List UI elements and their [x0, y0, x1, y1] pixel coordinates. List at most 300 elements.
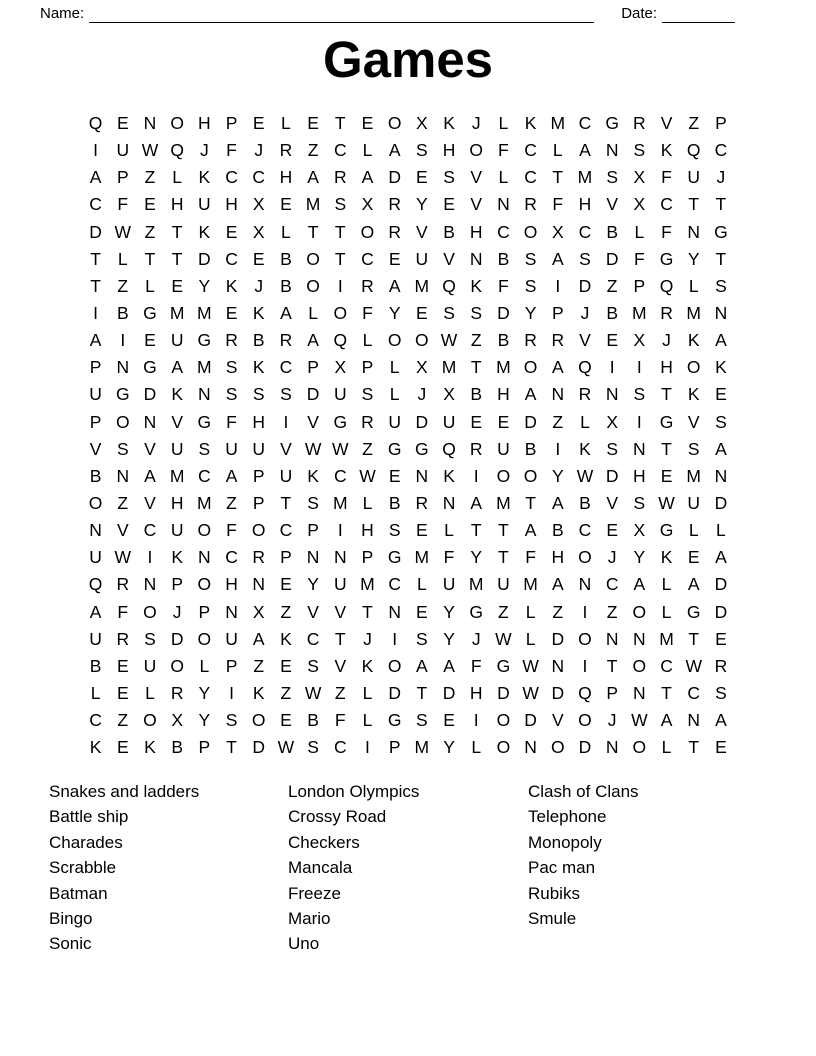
grid-letter-r7c20: Z	[606, 275, 618, 296]
grid-letter-r23c21: W	[631, 710, 648, 731]
grid-letter-r8c18: P	[551, 303, 564, 324]
grid-letter-r23c6: S	[225, 710, 238, 731]
grid-letter-r13c19: K	[579, 438, 591, 459]
grid-letter-r22c7: K	[252, 683, 265, 704]
grid-letter-r14c6: A	[225, 465, 238, 486]
grid-letter-r8c22: R	[660, 303, 673, 324]
grid-letter-r14c8: U	[279, 465, 293, 486]
grid-letter-r1c7: E	[252, 113, 265, 134]
grid-letter-r22c9: W	[304, 683, 322, 704]
grid-letter-r9c19: V	[579, 330, 591, 351]
grid-letter-r9c9: A	[307, 330, 319, 351]
grid-letter-r5c15: H	[469, 221, 483, 242]
grid-letter-r16c15: T	[470, 520, 482, 541]
grid-letter-r20c19: O	[578, 628, 592, 649]
grid-letter-r7c1: T	[90, 275, 101, 296]
grid-letter-r17c2: W	[114, 547, 132, 568]
grid-letter-r22c1: L	[90, 683, 101, 704]
grid-letter-r16c23: L	[688, 520, 699, 541]
grid-letter-r4c11: X	[361, 194, 374, 215]
grid-letter-r22c13: T	[416, 683, 428, 704]
grid-letter-r10c5: M	[197, 357, 212, 378]
grid-letter-r12c11: R	[361, 411, 374, 432]
grid-letter-r24c1: K	[89, 737, 102, 758]
grid-letter-r16c10: I	[337, 520, 343, 541]
grid-letter-r19c5: P	[198, 601, 211, 622]
grid-letter-r18c1: Q	[88, 574, 103, 595]
grid-letter-r22c8: Z	[280, 683, 292, 704]
grid-letter-r17c12: G	[387, 547, 402, 568]
grid-letter-r20c9: C	[306, 628, 320, 649]
grid-letter-r12c4: V	[171, 411, 183, 432]
grid-letter-r19c11: T	[362, 601, 373, 622]
grid-letter-r9c1: A	[89, 330, 102, 351]
grid-letter-r11c14: X	[443, 384, 455, 405]
grid-letter-r21c4: O	[170, 655, 184, 676]
grid-letter-r17c17: F	[525, 547, 536, 568]
grid-letter-r16c7: O	[251, 520, 266, 541]
grid-letter-r2c3: W	[141, 140, 159, 161]
grid-letter-r23c1: C	[89, 710, 102, 731]
grid-letter-r12c17: D	[524, 411, 537, 432]
grid-letter-r10c7: K	[252, 357, 265, 378]
grid-letter-r16c19: C	[578, 520, 592, 541]
word-item: Bingo	[49, 909, 93, 929]
grid-letter-r8c20: B	[606, 303, 618, 324]
grid-letter-r15c11: L	[362, 493, 373, 514]
grid-letter-r19c3: O	[143, 601, 157, 622]
grid-letter-r24c24: E	[715, 737, 727, 758]
grid-letter-r9c6: R	[225, 330, 238, 351]
grid-letter-r3c6: C	[225, 167, 238, 188]
grid-letter-r18c14: U	[442, 574, 456, 595]
grid-letter-r20c4: D	[170, 628, 184, 649]
grid-letter-r24c10: C	[333, 737, 347, 758]
grid-letter-r21c22: C	[660, 655, 673, 676]
grid-letter-r3c20: S	[606, 167, 618, 188]
grid-letter-r7c9: O	[306, 275, 320, 296]
grid-letter-r12c6: F	[226, 411, 237, 432]
grid-letter-r6c22: G	[659, 248, 674, 269]
grid-letter-r7c3: L	[145, 275, 155, 296]
word-list-column	[288, 779, 419, 957]
grid-letter-r4c12: R	[388, 194, 401, 215]
grid-letter-r1c8: L	[281, 113, 291, 134]
grid-letter-r7c11: R	[361, 275, 374, 296]
grid-letter-r7c21: P	[633, 275, 646, 296]
grid-letter-r15c19: B	[579, 493, 591, 514]
grid-letter-r3c3: Z	[144, 167, 156, 188]
grid-letter-r13c6: U	[225, 438, 238, 459]
grid-letter-r4c2: F	[117, 194, 129, 215]
grid-letter-r8c12: Y	[388, 303, 401, 324]
grid-letter-r18c24: D	[714, 574, 728, 595]
grid-letter-r5c23: N	[687, 221, 701, 242]
grid-letter-r17c16: T	[498, 547, 509, 568]
grid-letter-r20c10: T	[334, 628, 346, 649]
grid-letter-r9c13: O	[415, 330, 429, 351]
grid-letter-r12c22: G	[659, 411, 674, 432]
grid-letter-r11c18: N	[551, 384, 565, 405]
grid-letter-r24c20: N	[605, 737, 619, 758]
grid-letter-r14c20: D	[605, 465, 619, 486]
grid-letter-r9c3: E	[144, 330, 156, 351]
grid-letter-r22c22: T	[661, 683, 672, 704]
grid-letter-r2c16: F	[498, 140, 509, 161]
grid-letter-r2c21: S	[633, 140, 646, 161]
grid-letter-r6c11: C	[361, 248, 374, 269]
grid-letter-r6c16: B	[497, 248, 510, 269]
grid-letter-r11c5: N	[198, 384, 211, 405]
grid-letter-r2c9: Z	[307, 140, 319, 161]
grid-letter-r24c6: T	[226, 737, 237, 758]
grid-letter-r17c18: H	[551, 547, 565, 568]
grid-letter-r1c22: V	[660, 113, 673, 134]
grid-letter-r16c4: U	[170, 520, 184, 541]
grid-letter-r14c15: I	[473, 465, 479, 486]
grid-letter-r3c4: L	[172, 167, 183, 188]
grid-letter-r5c13: V	[416, 221, 428, 242]
grid-letter-r20c14: Y	[443, 628, 455, 649]
grid-letter-r6c3: T	[144, 248, 156, 269]
grid-letter-r12c9: V	[307, 411, 319, 432]
grid-letter-r13c24: A	[715, 438, 727, 459]
grid-letter-r13c12: G	[387, 438, 402, 459]
grid-letter-r14c3: A	[144, 465, 156, 486]
grid-letter-r8c10: O	[333, 303, 348, 324]
grid-letter-r20c8: K	[280, 628, 292, 649]
grid-letter-r10c14: M	[441, 357, 457, 378]
grid-letter-r13c2: S	[116, 438, 129, 459]
grid-letter-r17c8: P	[280, 547, 292, 568]
grid-letter-r23c22: A	[660, 710, 673, 731]
grid-letter-r16c5: O	[197, 520, 212, 541]
grid-letter-r18c13: L	[416, 574, 427, 595]
grid-letter-r4c19: H	[578, 194, 592, 215]
grid-letter-r23c7: O	[251, 710, 266, 731]
grid-letter-r11c12: L	[389, 384, 400, 405]
word-list-column	[49, 779, 199, 957]
grid-letter-r10c23: O	[686, 357, 701, 378]
grid-letter-r1c1: Q	[88, 113, 103, 134]
grid-letter-r7c4: E	[171, 275, 183, 296]
grid-letter-r4c7: X	[252, 194, 265, 215]
grid-letter-r18c16: U	[497, 574, 510, 595]
grid-letter-r22c23: C	[687, 683, 701, 704]
grid-letter-r12c15: E	[470, 411, 483, 432]
grid-letter-r23c14: E	[443, 710, 455, 731]
grid-letter-r1c11: E	[361, 113, 374, 134]
grid-letter-r2c4: Q	[170, 140, 184, 161]
grid-letter-r9c12: O	[387, 330, 402, 351]
grid-letter-r16c8: C	[279, 520, 293, 541]
grid-letter-r24c4: B	[171, 737, 183, 758]
grid-letter-r12c23: V	[687, 411, 700, 432]
grid-letter-r7c14: Q	[442, 275, 456, 296]
grid-letter-r23c18: V	[551, 710, 564, 731]
grid-letter-r20c2: R	[116, 628, 130, 649]
grid-letter-r10c20: I	[609, 357, 615, 378]
grid-letter-r19c12: N	[388, 601, 401, 622]
grid-letter-r14c7: P	[252, 465, 265, 486]
grid-letter-r21c2: E	[116, 655, 129, 676]
grid-letter-r23c23: N	[687, 710, 701, 731]
grid-letter-r19c19: I	[582, 601, 588, 622]
grid-letter-r8c11: F	[362, 303, 373, 324]
grid-letter-r23c8: E	[280, 710, 292, 731]
grid-letter-r7c15: K	[470, 275, 483, 296]
grid-letter-r3c14: S	[443, 167, 455, 188]
word-item: Crossy Road	[288, 807, 387, 827]
grid-letter-r11c15: B	[470, 384, 483, 405]
grid-letter-r15c12: B	[388, 493, 401, 514]
grid-letter-r8c6: E	[225, 303, 238, 324]
grid-letter-r23c5: Y	[198, 710, 211, 731]
grid-letter-r19c17: L	[525, 601, 536, 622]
grid-letter-r14c10: C	[333, 465, 347, 486]
grid-letter-r5c16: C	[497, 221, 510, 242]
grid-letter-r22c3: L	[145, 683, 155, 704]
grid-letter-r24c8: W	[277, 737, 295, 758]
grid-letter-r7c13: M	[414, 275, 430, 296]
grid-letter-r12c21: I	[636, 411, 642, 432]
grid-letter-r7c8: B	[280, 275, 292, 296]
grid-letter-r6c1: T	[90, 248, 101, 269]
grid-letter-r3c7: C	[252, 167, 266, 188]
grid-letter-r1c5: H	[198, 113, 211, 134]
grid-letter-r20c12: I	[392, 628, 398, 649]
grid-letter-r7c2: Z	[117, 275, 129, 296]
grid-letter-r20c6: U	[225, 628, 238, 649]
grid-letter-r23c16: O	[496, 710, 511, 731]
grid-letter-r21c1: B	[89, 655, 102, 676]
grid-letter-r21c3: U	[143, 655, 157, 676]
grid-letter-r16c20: E	[606, 520, 618, 541]
grid-letter-r11c7: S	[252, 384, 265, 405]
grid-letter-r19c10: V	[334, 601, 347, 622]
grid-letter-r12c16: E	[497, 411, 510, 432]
grid-letter-r13c17: B	[524, 438, 537, 459]
grid-letter-r23c24: A	[715, 710, 727, 731]
grid-letter-r2c6: F	[226, 140, 237, 161]
grid-letter-r21c17: W	[522, 655, 539, 676]
grid-letter-r10c22: H	[660, 357, 673, 378]
grid-letter-r23c20: J	[607, 710, 617, 731]
grid-letter-r24c19: D	[578, 737, 592, 758]
grid-letter-r14c22: E	[660, 465, 673, 486]
grid-letter-r4c6: H	[225, 194, 238, 215]
grid-letter-r8c23: M	[686, 303, 701, 324]
grid-letter-r11c2: G	[115, 384, 130, 405]
grid-letter-r6c7: E	[252, 248, 265, 269]
grid-letter-r18c23: A	[687, 574, 700, 595]
grid-letter-r6c8: B	[280, 248, 292, 269]
grid-letter-r2c12: A	[388, 140, 401, 161]
grid-letter-r17c21: Y	[633, 547, 646, 568]
grid-letter-r4c23: T	[688, 194, 700, 215]
word-item: Sonic	[49, 934, 92, 954]
grid-letter-r15c10: M	[332, 493, 348, 514]
grid-letter-r21c16: G	[496, 655, 511, 676]
grid-letter-r20c3: S	[144, 628, 156, 649]
grid-letter-r6c14: V	[443, 248, 455, 269]
grid-letter-r19c7: X	[252, 601, 265, 622]
grid-letter-r15c7: P	[252, 493, 265, 514]
puzzle-title: Games	[322, 31, 494, 88]
grid-letter-r21c23: W	[685, 655, 702, 676]
grid-letter-r3c24: J	[716, 167, 726, 188]
grid-letter-r23c17: D	[524, 710, 537, 731]
grid-letter-r6c23: Y	[687, 248, 700, 269]
grid-letter-r20c22: M	[659, 628, 674, 649]
grid-letter-r8c19: J	[580, 303, 590, 324]
grid-letter-r10c2: N	[116, 357, 130, 378]
grid-letter-r11c3: D	[143, 384, 157, 405]
grid-letter-r7c24: S	[715, 275, 727, 296]
grid-letter-r10c21: I	[636, 357, 642, 378]
grid-letter-r2c7: J	[254, 140, 264, 161]
grid-letter-r14c17: O	[523, 465, 538, 486]
grid-letter-r4c24: T	[715, 194, 727, 215]
grid-letter-r12c2: O	[115, 411, 130, 432]
grid-letter-r2c24: C	[714, 140, 728, 161]
grid-letter-r2c1: I	[93, 140, 99, 161]
grid-letter-r21c5: L	[199, 655, 210, 676]
grid-letter-r24c23: T	[688, 737, 700, 758]
header-row	[40, 1, 776, 23]
grid-letter-r8c2: B	[116, 303, 129, 324]
grid-letter-r5c6: E	[225, 221, 238, 242]
grid-letter-r14c11: W	[359, 465, 376, 486]
grid-letter-r19c9: V	[307, 601, 319, 622]
grid-letter-r12c19: L	[580, 411, 590, 432]
grid-letter-r19c4: J	[172, 601, 182, 622]
grid-letter-r5c7: X	[252, 221, 265, 242]
grid-letter-r1c4: O	[170, 113, 184, 134]
grid-letter-r10c13: X	[416, 357, 428, 378]
grid-letter-r21c18: N	[551, 655, 565, 676]
grid-letter-r3c2: P	[116, 167, 129, 188]
grid-letter-r11c22: T	[661, 384, 672, 405]
grid-letter-r10c19: Q	[578, 357, 592, 378]
grid-letter-r21c20: T	[606, 655, 618, 676]
grid-letter-r11c4: K	[171, 384, 183, 405]
grid-letter-r2c10: C	[333, 140, 347, 161]
grid-letter-r14c12: E	[388, 465, 401, 486]
grid-letter-r3c10: R	[333, 167, 347, 188]
grid-letter-r24c22: L	[661, 737, 672, 758]
grid-letter-r23c3: O	[143, 710, 157, 731]
grid-letter-r19c15: G	[469, 601, 484, 622]
grid-letter-r21c6: P	[225, 655, 238, 676]
word-item: Mario	[288, 909, 331, 929]
grid-letter-r7c5: Y	[198, 275, 211, 296]
grid-letter-r4c14: E	[443, 194, 455, 215]
grid-letter-r11c19: R	[578, 384, 592, 405]
grid-letter-r8c14: S	[443, 303, 455, 324]
grid-letter-r16c18: B	[551, 520, 564, 541]
grid-letter-r5c12: R	[388, 221, 401, 242]
grid-letter-r5c22: F	[661, 221, 672, 242]
grid-letter-r21c15: F	[470, 655, 482, 676]
grid-letter-r9c7: B	[252, 330, 265, 351]
grid-letter-r19c16: Z	[498, 601, 509, 622]
grid-letter-r13c22: T	[661, 438, 672, 459]
grid-letter-r14c16: O	[496, 465, 511, 486]
grid-letter-r24c9: S	[307, 737, 319, 758]
grid-letter-r18c6: H	[225, 574, 238, 595]
grid-letter-r1c19: C	[578, 113, 592, 134]
grid-letter-r18c17: M	[523, 574, 538, 595]
grid-letter-r15c15: A	[470, 493, 483, 514]
grid-letter-r13c10: W	[332, 438, 349, 459]
grid-letter-r4c8: E	[280, 194, 292, 215]
grid-letter-r5c10: T	[334, 221, 346, 242]
grid-letter-r3c1: A	[89, 167, 102, 188]
grid-letter-r17c5: N	[198, 547, 211, 568]
grid-letter-r8c9: L	[308, 303, 318, 324]
grid-letter-r16c9: P	[307, 520, 319, 541]
grid-letter-r6c18: A	[551, 248, 564, 269]
grid-letter-r17c13: M	[414, 547, 430, 568]
grid-letter-r13c9: W	[304, 438, 322, 459]
grid-letter-r12c5: G	[197, 411, 212, 432]
grid-letter-r11c16: H	[497, 384, 510, 405]
grid-letter-r20c23: T	[688, 628, 700, 649]
grid-letter-r24c17: N	[524, 737, 537, 758]
grid-letter-r5c17: O	[523, 221, 538, 242]
grid-letter-r17c4: K	[171, 547, 183, 568]
grid-letter-r10c17: O	[523, 357, 538, 378]
grid-letter-r12c24: S	[715, 411, 727, 432]
grid-letter-r13c11: Z	[362, 438, 373, 459]
grid-letter-r2c2: U	[116, 140, 130, 161]
grid-letter-r13c23: S	[687, 438, 700, 459]
grid-letter-r16c16: T	[498, 520, 509, 541]
grid-letter-r14c2: N	[116, 465, 130, 486]
grid-letter-r4c20: V	[606, 194, 618, 215]
grid-letter-r6c5: D	[198, 248, 211, 269]
word-item: Telephone	[528, 807, 607, 827]
grid-letter-r4c15: V	[470, 194, 483, 215]
grid-letter-r5c1: D	[89, 221, 102, 242]
grid-letter-r18c10: U	[333, 574, 347, 595]
word-item: Monopoly	[528, 832, 602, 852]
grid-letter-r22c14: D	[442, 683, 456, 704]
grid-letter-r23c12: G	[387, 710, 402, 731]
grid-letter-r15c24: D	[714, 493, 728, 514]
grid-letter-r2c13: S	[416, 140, 428, 161]
word-item: Freeze	[288, 883, 341, 903]
grid-letter-r22c15: H	[469, 683, 483, 704]
grid-letter-r23c4: X	[171, 710, 183, 731]
grid-letter-r2c15: O	[469, 140, 484, 161]
grid-letter-r6c20: D	[605, 248, 619, 269]
grid-letter-r2c18: L	[552, 140, 563, 161]
grid-letter-r12c10: G	[333, 411, 348, 432]
grid-letter-r14c23: M	[686, 465, 701, 486]
grid-letter-r17c15: Y	[470, 547, 483, 568]
grid-letter-r19c20: Z	[606, 601, 618, 622]
grid-letter-r15c20: V	[606, 493, 618, 514]
grid-letter-r11c23: K	[687, 384, 700, 405]
grid-letter-r2c19: A	[579, 140, 591, 161]
grid-letter-r23c19: O	[578, 710, 592, 731]
grid-letter-r14c24: N	[714, 465, 728, 486]
grid-letter-r12c3: N	[143, 411, 157, 432]
grid-letter-r5c24: G	[714, 221, 728, 242]
grid-letter-r1c3: N	[143, 113, 157, 134]
